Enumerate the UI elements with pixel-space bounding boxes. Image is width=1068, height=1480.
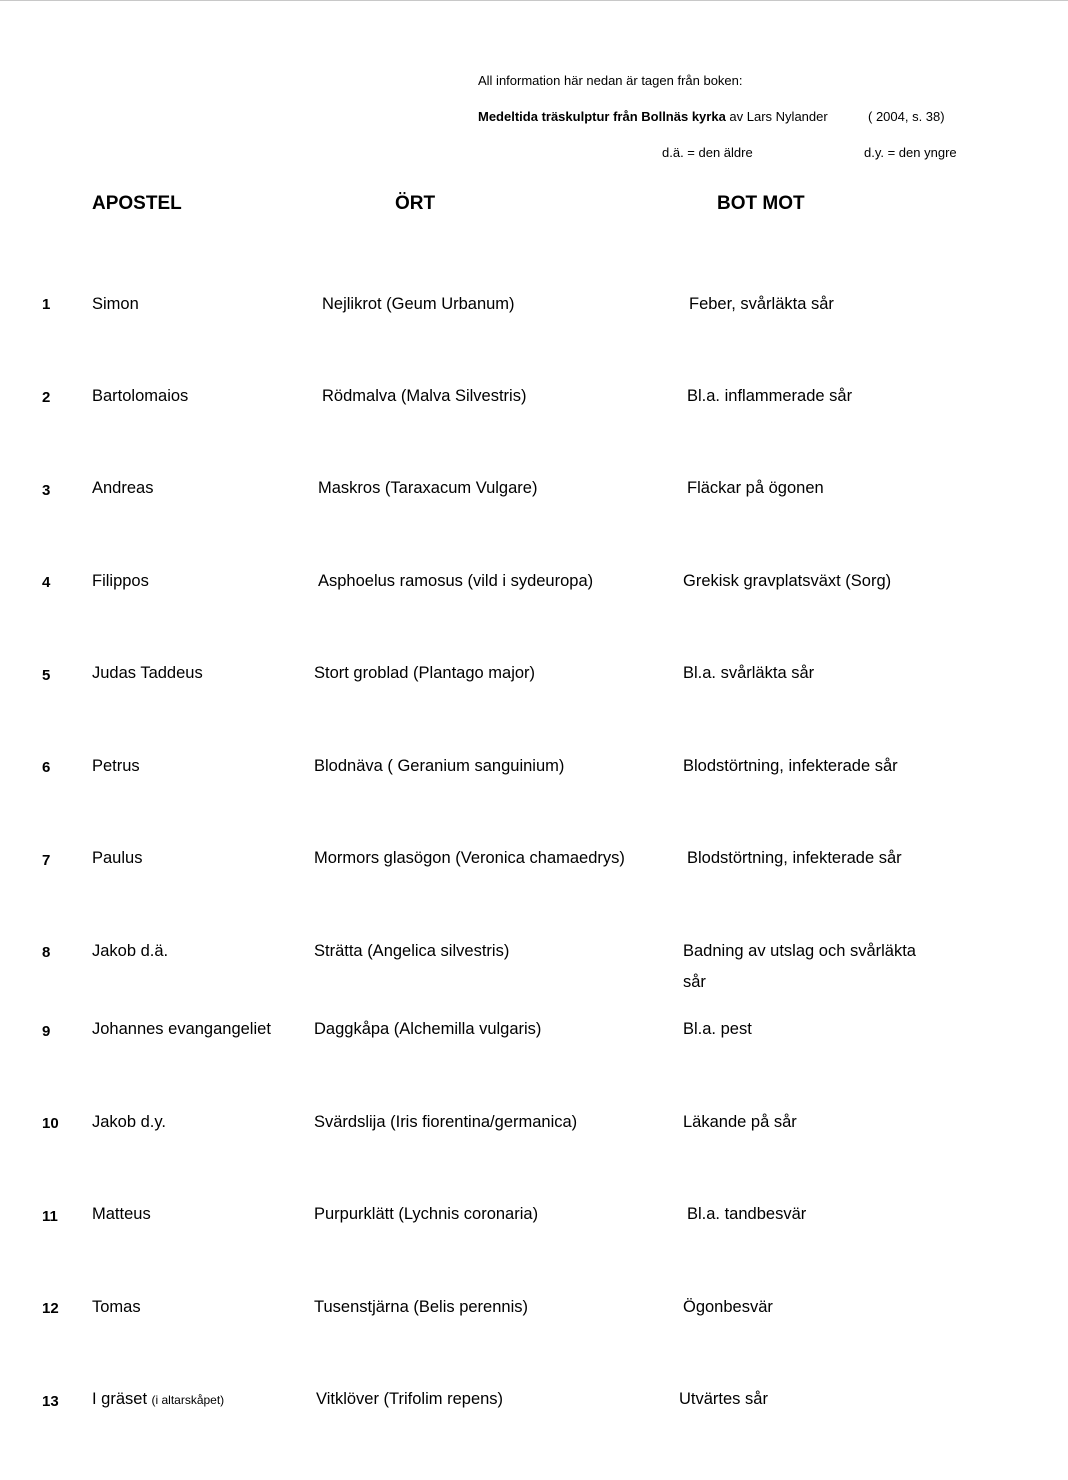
row-13-herb: Vitklöver (Trifolim repens) [316, 1390, 504, 1408]
row-6-herb: Blodnäva ( Geranium sanguinium) [314, 757, 565, 775]
row-9-apostle: Johannes evangangeliet [92, 1020, 271, 1038]
header-herb: ÖRT [395, 193, 436, 214]
row-4-herb: Asphoelus ramosus (vild i sydeuropa) [318, 572, 594, 590]
row-5-number: 5 [42, 667, 51, 684]
row-13-apostle-note: (i altarskåpet) [151, 1393, 225, 1407]
row-6-remedy: Blodstörtning, infekterade sår [683, 757, 898, 775]
row-12-remedy: Ögonbesvär [683, 1298, 773, 1316]
row-10-number: 10 [42, 1115, 59, 1132]
row-7-remedy: Blodstörtning, infekterade sår [687, 849, 902, 867]
row-6-apostle: Petrus [92, 757, 140, 775]
row-5-remedy: Bl.a. svårläkta sår [683, 664, 815, 682]
row-1-remedy: Feber, svårläkta sår [689, 295, 834, 313]
row-2-number: 2 [42, 389, 51, 406]
header-apostle: APOSTEL [92, 193, 182, 214]
row-11-herb: Purpurklätt (Lychnis coronaria) [314, 1205, 539, 1223]
row-3-apostle: Andreas [92, 479, 154, 497]
top-border [0, 0, 1068, 1]
row-3-herb: Maskros (Taraxacum Vulgare) [318, 479, 538, 497]
row-2-herb: Rödmalva (Malva Silvestris) [322, 387, 527, 405]
row-11-number: 11 [42, 1208, 58, 1225]
row-3-remedy: Fläckar på ögonen [687, 479, 824, 497]
row-11-remedy: Bl.a. tandbesvär [687, 1205, 807, 1223]
book-title: Medeltida träskulptur från Bollnäs kyrka [478, 109, 726, 124]
row-13-apostle: I gräset [92, 1390, 148, 1408]
row-7-number: 7 [42, 852, 51, 869]
row-7-apostle: Paulus [92, 849, 143, 867]
row-8-number: 8 [42, 944, 51, 961]
abbr-older: d.ä. = den äldre [662, 145, 753, 160]
row-13-number: 13 [42, 1393, 59, 1410]
row-12-apostle: Tomas [92, 1298, 141, 1316]
row-9-number: 9 [42, 1023, 51, 1040]
row-1-number: 1 [42, 296, 51, 313]
row-10-apostle: Jakob d.y. [92, 1113, 166, 1131]
row-5-apostle: Judas Taddeus [92, 664, 203, 682]
row-8-remedy-continued: sår [683, 973, 706, 991]
row-6-number: 6 [42, 759, 51, 776]
row-7-herb: Mormors glasögon (Veronica chamaedrys) [314, 849, 625, 867]
source-intro: All information här nedan är tagen från boken: [478, 73, 743, 88]
abbr-younger: d.y. = den yngre [864, 145, 957, 160]
row-1-herb: Nejlikrot (Geum Urbanum) [322, 295, 515, 313]
row-2-remedy: Bl.a. inflammerade sår [687, 387, 853, 405]
row-12-number: 12 [42, 1300, 59, 1317]
row-2-apostle: Bartolomaios [92, 387, 189, 405]
row-13-apostle-cell [92, 1390, 224, 1409]
source-citation-line [478, 109, 828, 124]
book-author: av Lars Nylander [729, 109, 828, 124]
row-3-number: 3 [42, 482, 51, 499]
row-10-remedy: Läkande på sår [683, 1113, 797, 1131]
row-8-herb: Strätta (Angelica silvestris) [314, 942, 510, 960]
row-8-apostle: Jakob d.ä. [92, 942, 169, 960]
row-4-apostle: Filippos [92, 572, 149, 590]
book-year-page: ( 2004, s. 38) [868, 109, 945, 124]
row-5-herb: Stort groblad (Plantago major) [314, 664, 536, 682]
row-12-herb: Tusenstjärna (Belis perennis) [314, 1298, 528, 1316]
header-remedy: BOT MOT [717, 193, 805, 214]
row-8-remedy: Badning av utslag och svårläkta [683, 942, 916, 960]
row-13-remedy: Utvärtes sår [679, 1390, 768, 1408]
row-1-apostle: Simon [92, 295, 139, 313]
row-11-apostle: Matteus [92, 1205, 151, 1223]
row-10-herb: Svärdslija (Iris fiorentina/germanica) [314, 1113, 578, 1131]
row-4-number: 4 [42, 574, 51, 591]
row-4-remedy: Grekisk gravplatsväxt (Sorg) [683, 572, 892, 590]
row-9-remedy: Bl.a. pest [683, 1020, 752, 1038]
row-9-herb: Daggkåpa (Alchemilla vulgaris) [314, 1020, 542, 1038]
